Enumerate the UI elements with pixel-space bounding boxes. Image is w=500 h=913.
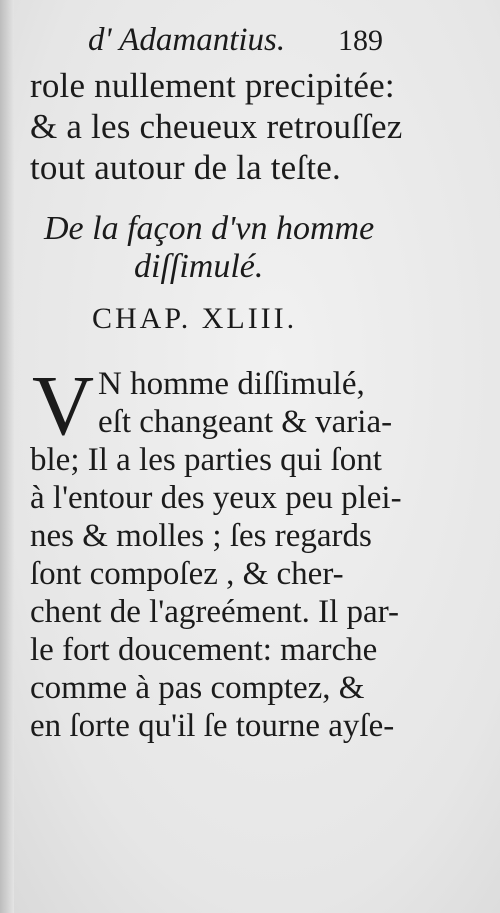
paragraph-line: eſt changeant & varia-	[98, 404, 393, 440]
paragraph-line: N homme diſſimulé,	[98, 366, 365, 402]
running-head-title: d' Adamantius.	[88, 22, 286, 58]
continued-line: tout autour de la teſte.	[30, 148, 341, 187]
paragraph-line: nes & molles ; ſes regards	[30, 518, 372, 554]
paragraph-line: le fort doucement: marche	[30, 632, 378, 668]
page-gutter	[0, 0, 14, 913]
section-heading-line-1: De la façon d'vn homme	[44, 210, 375, 247]
section-heading-line-2: diſſimulé.	[134, 248, 264, 285]
paragraph-line: en ſorte qu'il ſe tourne ayſe-	[30, 708, 395, 744]
continued-line: & a les cheueux retrouſſez	[30, 107, 403, 146]
paragraph-line: ble; Il a les parties qui ſont	[30, 442, 382, 478]
drop-cap: V	[32, 357, 95, 453]
page-number: 189	[338, 24, 383, 57]
running-head	[88, 22, 388, 62]
paragraph-line: à l'entour des yeux peu plei-	[30, 480, 402, 516]
paragraph-line: comme à pas comptez, &	[30, 670, 365, 706]
chapter-label: CHAP. XLIII.	[92, 302, 298, 335]
continued-line: role nullement precipitée:	[30, 66, 395, 105]
paragraph-line: chent de l'agreément. Il par-	[30, 594, 400, 630]
paragraph-line: ſont compoſez , & cher-	[30, 556, 344, 592]
